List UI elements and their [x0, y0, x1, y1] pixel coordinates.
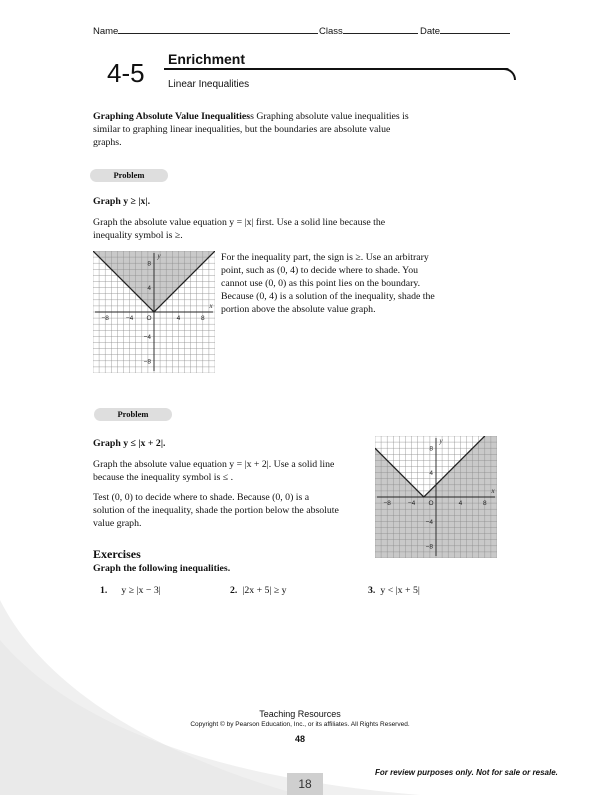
intro-heading: Graphing Absolute Value Inequalities [93, 111, 251, 122]
problem1-explain-line: point, such as (0, 4) to decide where to shade. You [221, 265, 418, 276]
y-tick-label: −8 [425, 543, 433, 551]
exercise-number: 2. [230, 585, 238, 596]
title-rule-curve [500, 68, 516, 80]
class-label: Class [319, 26, 343, 37]
problem2-step1 [93, 458, 368, 484]
date-blank[interactable] [440, 24, 510, 34]
date-label: Date [420, 26, 441, 37]
review-note: For review purposes only. Not for sale or resale. [375, 768, 558, 777]
x-tick-label: 8 [200, 315, 205, 322]
problem1-graph [93, 251, 215, 373]
intro-line1: s Graphing absolute value inequalities is [250, 111, 409, 122]
exercise-text: |2x + 5| ≥ y [242, 585, 287, 596]
problem1-pill: Problem [90, 169, 168, 182]
x-tick-label: −4 [407, 500, 416, 507]
problem1-prompt: Graph y ≥ |x|. [93, 196, 151, 207]
exercise-text: y ≥ |x − 3| [121, 585, 161, 596]
problem2-step2-line2: solution of the inequality, shade the portion below the absolute [93, 505, 339, 516]
problem2-pill: Problem [94, 408, 172, 421]
sheet-number-box: 18 [287, 773, 323, 795]
y-tick-label: 8 [147, 260, 151, 268]
problem2-prompt: Graph y ≤ |x + 2|. [93, 438, 166, 449]
y-axis-label: y [157, 252, 161, 260]
problem2-step2 [93, 491, 373, 530]
x-tick-label: −8 [383, 500, 391, 507]
problem1-explain-line: portion above the absolute value graph. [221, 304, 376, 315]
exercise-text: y < |x + 5| [380, 585, 420, 596]
footer-copyright: Copyright © by Pearson Education, Inc., or its affiliates. All Rights Reserved. [190, 721, 410, 728]
problem2-step1-line1: Graph the absolute value equation y = |x + 2|. Use a solid line [93, 459, 335, 470]
y-tick-label: 4 [429, 470, 433, 478]
problem2-step1-line2: because the inequality symbol is ≤ . [93, 472, 234, 483]
title-rule [164, 68, 509, 70]
date-field [420, 24, 510, 37]
background-swoosh [0, 560, 600, 795]
problem2-step2-line1: Test (0, 0) to decide where to shade. Because (0, 0) is a [93, 492, 310, 503]
y-tick-label: 4 [147, 285, 151, 293]
exercise-number: 3. [368, 585, 376, 596]
intro-paragraph [93, 110, 453, 149]
problem1-explain-line: cannot use (0, 0) as this point lies on the boundary. [221, 278, 421, 289]
x-tick-label: −4 [125, 315, 134, 322]
y-tick-label: −8 [143, 358, 151, 366]
x-tick-label: 4 [176, 315, 181, 322]
name-field [93, 24, 318, 37]
problem1-explain-line: For the inequality part, the sign is ≥. Use an arbitrary [221, 252, 429, 263]
intro-line3: graphs. [93, 137, 122, 148]
problem2-step2-line3: value graph. [93, 518, 142, 529]
name-label: Name [93, 26, 119, 37]
exercise-item-2 [230, 585, 287, 596]
problem1-step1-line1: Graph the absolute value equation y = |x| first. Use a solid line because the [93, 217, 386, 228]
exercise-item-3 [368, 585, 420, 596]
exercises-heading: Exercises [93, 547, 141, 561]
y-tick-label: −4 [143, 333, 151, 341]
exercise-number: 1. [100, 585, 108, 596]
y-tick-label: −4 [425, 518, 433, 526]
problem2-graph [375, 436, 497, 558]
problem1-step1-line2: inequality symbol is ≥. [93, 230, 183, 241]
exercise-item-1 [100, 585, 161, 596]
lesson-number: 4-5 [107, 58, 145, 88]
class-blank[interactable] [343, 24, 418, 34]
x-axis-label: x [491, 487, 495, 495]
x-tick-label: 8 [482, 500, 487, 507]
x-tick-label: 4 [458, 500, 463, 507]
x-axis-label: x [209, 302, 213, 310]
y-tick-label: 8 [429, 445, 433, 453]
exercises-instruction: Graph the following inequalities. [93, 563, 231, 574]
x-tick-label: −8 [101, 315, 109, 322]
problem1-explain-line: Because (0, 4) is a solution of the inequality, shade the [221, 291, 435, 302]
problem1-step1 [93, 216, 453, 242]
problem1-explanation [221, 251, 481, 316]
y-axis-label: y [439, 437, 443, 445]
footer-page-number: 48 [294, 734, 305, 744]
origin-label: O [146, 315, 152, 322]
name-blank[interactable] [118, 24, 318, 34]
origin-label: O [428, 500, 434, 507]
lesson-title: Enrichment [168, 51, 246, 67]
class-field [319, 24, 418, 37]
footer-resources: Teaching Resources [259, 709, 341, 719]
intro-line2: similar to graphing linear inequalities, but the boundaries are absolute value [93, 124, 391, 135]
lesson-subtitle: Linear Inequalities [168, 79, 250, 90]
